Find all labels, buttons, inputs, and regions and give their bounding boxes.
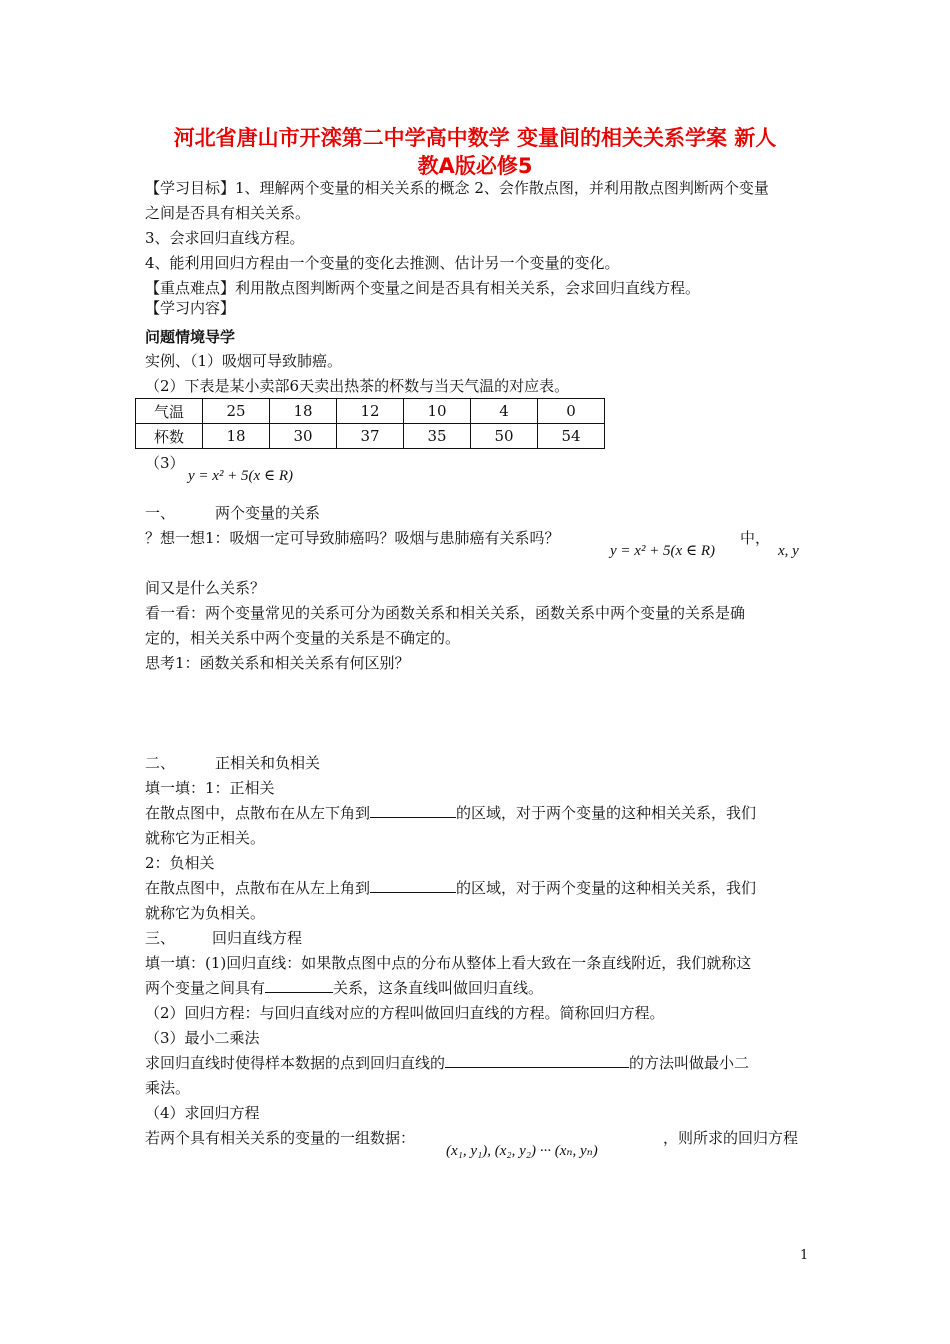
regression-line-def: 填一填：(1)回归直线：如果散点图中点的分布从整体上看大致在一条直线附近，我们就称这 [145, 954, 752, 972]
find-regression-heading: （4）求回归方程 [145, 1104, 260, 1122]
positive-blank[interactable] [370, 802, 456, 818]
regression-equation-def: （2）回归方程：与回归直线对应的方程叫做回归直线的方程。简称回归方程。 [145, 1004, 665, 1022]
table-cell: 10 [404, 399, 471, 424]
document-title-line1: 河北省唐山市开滦第二中学高中数学 变量间的相关关系学案 新人 [173, 126, 777, 150]
negative-heading: 2：负相关 [145, 854, 215, 872]
table-cell: 0 [538, 399, 605, 424]
section-2-heading: 正相关和负相关 [215, 754, 321, 772]
formula-example-3: y = x² + 5(x ∈ R) [188, 468, 293, 484]
relation-blank[interactable] [265, 977, 333, 993]
think-1-vars: x, y [778, 543, 799, 559]
think-1: ？想一想1：吸烟一定可导致肺癌吗？吸烟与患肺癌有关系吗？ [145, 529, 560, 547]
table-cell: 54 [538, 424, 605, 449]
find-regression-text-b: ，则所求的回归方程 [663, 1129, 799, 1147]
objectives-line4: 4、能利用回归方程由一个变量的变化去推测、估计另一个变量的变化。 [145, 254, 620, 272]
objectives-line1: 【学习目标】1、理解两个变量的相关关系的概念 2、会作散点图，并利用散点图判断两个变量 [145, 179, 769, 197]
positive-text-c: 就称它为正相关。 [145, 829, 266, 847]
regression-text-a: 两个变量之间具有 [145, 979, 266, 997]
think-1-mid: 中， [740, 529, 771, 547]
document-title-line2: 教A版必修5 [417, 154, 533, 178]
table-cell: 4 [471, 399, 538, 424]
negative-text-a: 在散点图中，点散布在从左上角到 [145, 879, 371, 897]
objectives-line2: 之间是否具有相关关系。 [145, 204, 311, 222]
least-squares-blank[interactable] [445, 1052, 629, 1068]
table-cell: 12 [337, 399, 404, 424]
table-cell: 18 [203, 424, 270, 449]
least-squares-text-b: 的方法叫做最小二 [629, 1054, 750, 1072]
table-cell: 37 [337, 424, 404, 449]
find-regression-text-a: 若两个具有相关关系的变量的一组数据： [145, 1129, 416, 1147]
objectives-line3: 3、会求回归直线方程。 [145, 229, 305, 247]
example-2: （2）下表是某小卖部6天卖出热茶的杯数与当天气温的对应表。 [145, 377, 570, 395]
table-row-label: 气温 [136, 399, 203, 424]
page-number: 1 [800, 1248, 809, 1263]
table-cell: 35 [404, 424, 471, 449]
positive-text-b: 的区域，对于两个变量的这种相关关系，我们 [456, 804, 757, 822]
least-squares-text-a: 求回归直线时使得样本数据的点到回归直线的 [145, 1054, 446, 1072]
positive-correlation-text [145, 802, 756, 824]
content-heading: 【学习内容】 [145, 299, 236, 317]
section-1-heading: 两个变量的关系 [215, 504, 321, 522]
ponder-1: 思考1：函数关系和相关关系有何区别？ [145, 654, 410, 672]
regression-text-b: 关系，这条直线叫做回归直线。 [333, 979, 544, 997]
example-3-label: （3） [145, 454, 185, 472]
think-1-cont: 间又是什么关系？ [145, 579, 266, 597]
table-row-label: 杯数 [136, 424, 203, 449]
regression-line-def-2 [145, 977, 543, 999]
negative-correlation-text [145, 877, 756, 899]
least-squares-text-c: 乘法。 [145, 1079, 191, 1097]
situation-heading: 问题情境导学 [145, 328, 236, 346]
positive-text-a: 在散点图中，点散布在从左下角到 [145, 804, 371, 822]
section-3-heading: 回归直线方程 [212, 929, 303, 947]
section-3-heading-num: 三、 [145, 929, 176, 947]
fill-positive-heading: 填一填：1：正相关 [145, 779, 275, 797]
negative-blank[interactable] [370, 877, 456, 893]
table-cell: 25 [203, 399, 270, 424]
table-cell: 18 [270, 399, 337, 424]
temperature-cups-table [135, 398, 605, 449]
key-points: 【重点难点】利用散点图判断两个变量之间是否具有相关关系，会求回归直线方程。 [145, 279, 701, 297]
least-squares-text [145, 1052, 749, 1074]
formula-think-1: y = x² + 5(x ∈ R) [610, 543, 715, 559]
section-2-heading-num: 二、 [145, 754, 176, 772]
table-cell: 30 [270, 424, 337, 449]
table-cell: 50 [471, 424, 538, 449]
section-1-heading-num: 一、 [145, 504, 176, 522]
table-row [136, 399, 605, 424]
table-row [136, 424, 605, 449]
data-points-formula: (x₁, y₁), (x₂, y₂) ··· (xₙ, yₙ) [446, 1143, 598, 1159]
least-squares-heading: （3）最小二乘法 [145, 1029, 260, 1047]
look-line-2: 定的，相关关系中两个变量的关系是不确定的。 [145, 629, 461, 647]
negative-text-c: 就称它为负相关。 [145, 904, 266, 922]
negative-text-b: 的区域，对于两个变量的这种相关关系，我们 [456, 879, 757, 897]
look-line-1: 看一看：两个变量常见的关系可分为函数关系和相关关系，函数关系中两个变量的关系是确 [145, 604, 746, 622]
example-1: 实例、（1）吸烟可导致肺癌。 [145, 352, 343, 370]
